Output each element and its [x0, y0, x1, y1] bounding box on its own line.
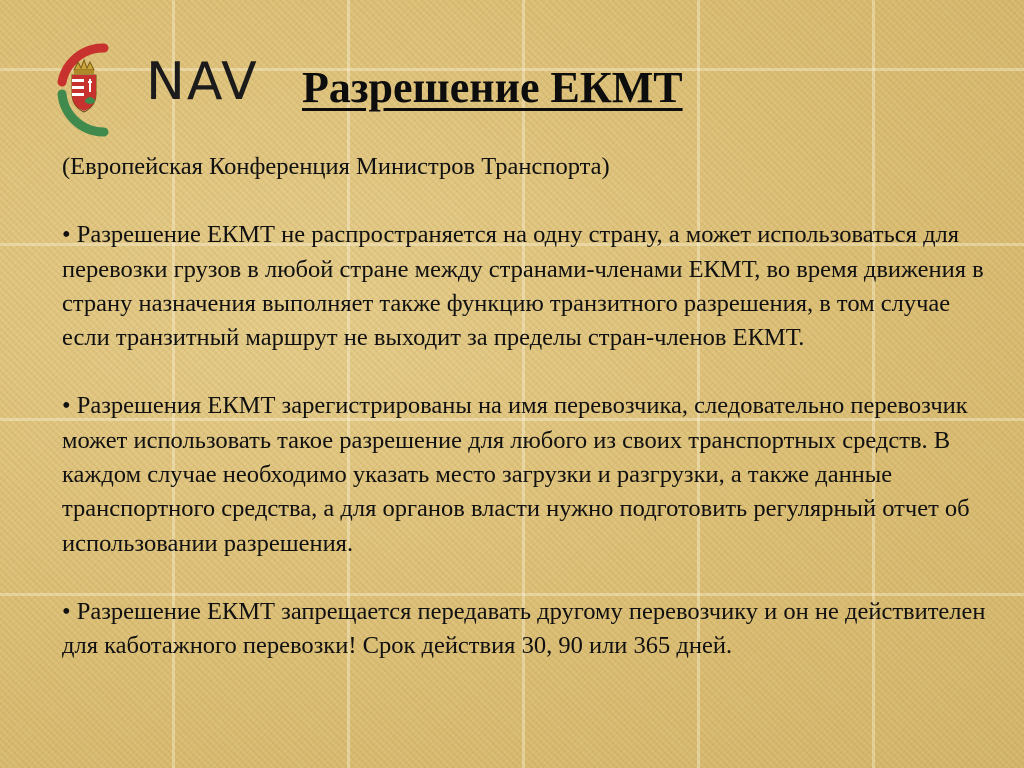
- logo-text: NAV: [146, 52, 259, 112]
- subtitle: (Европейская Конференция Министров Транспорта): [62, 153, 610, 180]
- paragraph-2: • Разрешения ЕКМТ зарегистрированы на имя перевозчика, следовательно перевозчик может использовать такое разрешение для любого из своих транспортных средств. В каждом случае необходимо указать место загрузки и разгрузки, а также данные транспортного средства, а для органов власти нужно подготовить регулярный отчет об использовании разрешения.: [62, 392, 970, 557]
- page-title: Разрешение ЕКМТ: [302, 63, 683, 112]
- slide-content: [62, 150, 1002, 698]
- nav-emblem-icon: [52, 42, 142, 138]
- paragraph-3: • Разрешение ЕКМТ запрещается передавать другому перевозчику и он не действителен для каботажного перевозки! Срок действия 30, 90 или 365 дней.: [62, 597, 986, 660]
- nav-logo: [52, 42, 262, 138]
- paragraph-1: • Разрешение ЕКМТ не распространяется на одну страну, а может использоваться для перевозки грузов в любой стране между странами-членами ЕКМТ, во время движения в страну назначения выполняет также функцию транзитного разрешения, в том случае если транзитный маршрут не выходит за пределы стран-членов ЕКМТ.: [62, 221, 984, 352]
